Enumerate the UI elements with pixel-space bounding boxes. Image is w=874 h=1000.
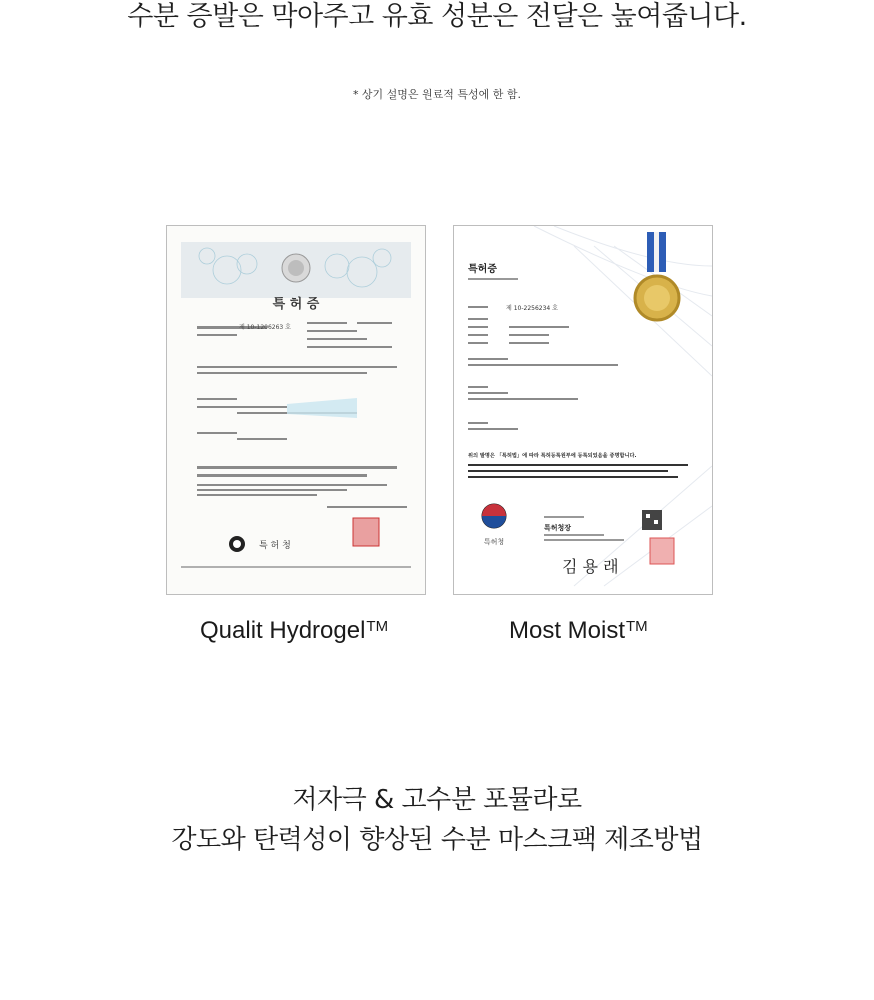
red-stamp-icon xyxy=(353,518,379,546)
subheadline xyxy=(0,780,874,860)
cert-right-issuer: 특허청 xyxy=(483,538,505,546)
cert-left-issuer: 특 허 청 xyxy=(259,541,291,551)
red-stamp-icon xyxy=(650,538,674,564)
caption-qualit-hydrogel: Qualit Hydrogel™ xyxy=(200,617,389,644)
cert-right-title: 특허증 xyxy=(468,264,497,275)
headline: 수분 증발은 막아주고 유효 성분은 전달은 높여줍니다. xyxy=(127,1,747,32)
subheadline-line-1: 저자극 & 고수분 포뮬라로 xyxy=(292,785,582,815)
patent-certificate-most-moist xyxy=(453,225,713,595)
cert-left-title: 특 허 증 xyxy=(272,297,320,312)
cert-right-signature: 김 용 래 xyxy=(562,557,619,576)
patent-certificate-qualit-hydrogel xyxy=(166,225,426,595)
cert-right-commissioner: 특허청장 xyxy=(544,524,572,532)
subheadline-line-2: 강도와 탄력성이 향상된 수분 마스크팩 제조방법 xyxy=(171,825,703,855)
disclaimer-note: * 상기 설명은 원료적 특성에 한 함. xyxy=(352,88,522,101)
certificate-image-left xyxy=(167,226,425,594)
certificate-image-right xyxy=(454,226,712,594)
cert-left-number: 제 10-1206263 호 xyxy=(239,324,291,331)
kipo-taegeuk-icon xyxy=(482,504,506,516)
caption-most-moist: Most Moist™ xyxy=(509,617,648,644)
cert-right-body: 위의 발명은 「특허법」에 따라 특허등록원부에 등록되었음을 증명합니다. xyxy=(468,453,637,459)
cert-right-number: 제 10-2256234 호 xyxy=(506,305,558,312)
qr-code-icon xyxy=(642,510,662,530)
